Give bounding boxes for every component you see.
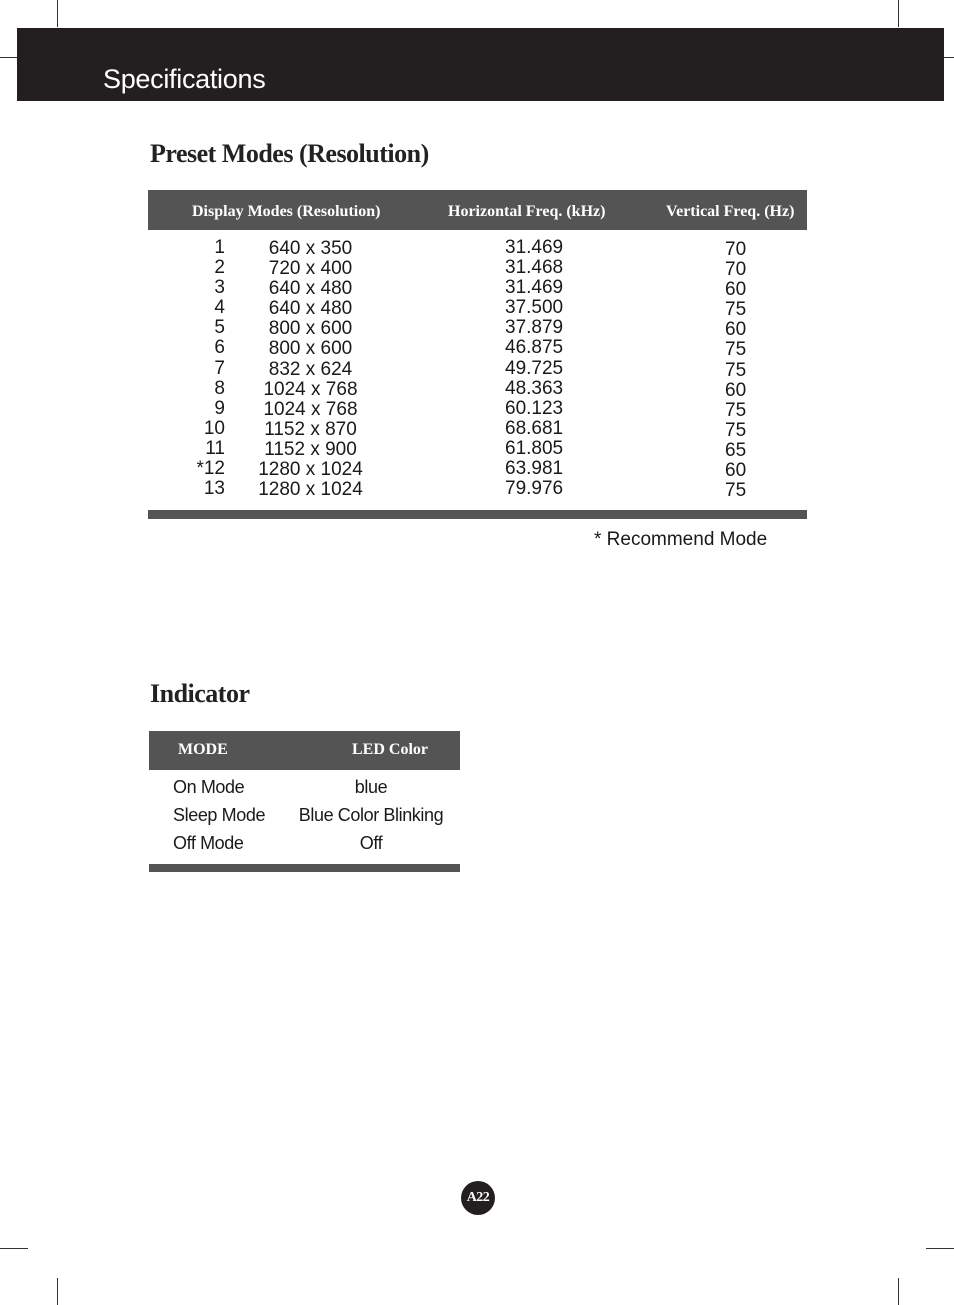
indicator-mode: Sleep Mode — [173, 805, 266, 825]
mode-number: 9 — [214, 397, 225, 419]
mode-number: 3 — [214, 277, 225, 299]
recommend-mode-footnote: * Recommend Mode — [594, 529, 768, 550]
vfreq-value: 75 — [725, 359, 747, 381]
resolution-value: 1280 x 1024 — [258, 459, 363, 481]
column-header-mode: Display Modes (Resolution) — [192, 203, 381, 220]
hfreq-value: 63.981 — [505, 458, 564, 480]
hfreq-value: 49.725 — [505, 357, 564, 379]
resolution-value: 640 x 350 — [268, 238, 353, 259]
indicator-led-color: blue — [354, 777, 388, 797]
vfreq-value: 75 — [725, 419, 747, 441]
mode-number: 8 — [214, 377, 225, 399]
hfreq-value: 61.805 — [505, 437, 564, 459]
resolution-value: 640 x 480 — [268, 278, 353, 300]
vfreq-value: 60 — [725, 279, 747, 301]
mode-number: *12 — [196, 458, 225, 480]
resolution-value: 1024 x 768 — [263, 378, 358, 400]
resolution-value: 640 x 480 — [268, 298, 353, 320]
hfreq-value: 31.468 — [505, 257, 564, 279]
mode-number: 6 — [214, 337, 225, 359]
hfreq-value: 46.875 — [505, 337, 564, 359]
horizontal-freq-column — [505, 238, 563, 499]
resolution-value: 800 x 600 — [268, 338, 353, 360]
vfreq-value: 75 — [725, 480, 747, 502]
mode-number: 10 — [203, 417, 225, 439]
resolution-value: 1152 x 870 — [264, 418, 357, 440]
crop-mark — [57, 0, 58, 27]
crop-mark — [898, 0, 899, 27]
resolution-value: 1024 x 768 — [263, 398, 358, 420]
page-number-badge: A22 — [461, 1181, 495, 1215]
preset-table-footer-rule — [148, 510, 807, 519]
indicator-table-header — [149, 731, 460, 770]
preset-table-header — [148, 190, 807, 230]
crop-mark — [926, 1248, 954, 1249]
crop-mark — [898, 1278, 899, 1305]
mode-number: 13 — [203, 478, 225, 500]
crop-mark — [0, 1248, 28, 1249]
column-header-vfreq: Vertical Freq. (Hz) — [666, 203, 795, 220]
resolution-value: 1280 x 1024 — [258, 479, 363, 501]
mode-number: 2 — [214, 257, 225, 279]
hfreq-value: 31.469 — [505, 237, 564, 258]
hfreq-value: 79.976 — [505, 478, 564, 500]
hfreq-value: 37.500 — [505, 297, 564, 319]
vfreq-value: 75 — [725, 299, 747, 321]
resolution-value: 832 x 624 — [268, 358, 353, 380]
vfreq-value: 75 — [725, 339, 747, 361]
column-header-hfreq: Horizontal Freq. (kHz) — [448, 203, 606, 220]
hfreq-value: 48.363 — [505, 377, 564, 399]
mode-number: 4 — [214, 297, 225, 319]
mode-number: 1 — [214, 237, 225, 258]
hfreq-value: 68.681 — [505, 417, 564, 439]
indicator-mode: On Mode — [173, 777, 245, 797]
vfreq-value: 60 — [725, 460, 747, 482]
mode-number: 11 — [205, 437, 225, 459]
vfreq-value: 60 — [725, 379, 747, 401]
page-title: Specifications — [103, 64, 266, 94]
hfreq-value: 31.469 — [505, 277, 564, 299]
vfreq-value: 60 — [725, 319, 747, 341]
hfreq-value: 60.123 — [505, 397, 564, 419]
resolution-value: 800 x 600 — [268, 318, 353, 340]
vfreq-value: 65 — [725, 439, 747, 461]
preset-modes-title: Preset Modes (Resolution) — [150, 139, 429, 168]
crop-mark — [57, 1278, 58, 1305]
indicator-mode: Off Mode — [173, 833, 244, 853]
indicator-table-footer-rule — [149, 864, 460, 872]
indicator-led-color: Blue Color Blinking — [298, 805, 444, 825]
vfreq-value: 70 — [725, 239, 747, 260]
mode-number: 7 — [214, 357, 225, 379]
vertical-freq-column — [725, 240, 746, 501]
column-header-led-color: LED Color — [352, 741, 428, 758]
header-bar — [17, 28, 944, 101]
vfreq-value: 75 — [725, 399, 747, 421]
indicator-led-color: Off — [359, 833, 383, 853]
column-header-mode: MODE — [178, 741, 228, 758]
vfreq-value: 70 — [725, 259, 747, 281]
resolution-value: 1152 x 900 — [264, 438, 357, 460]
resolution-column — [240, 239, 381, 500]
resolution-value: 720 x 400 — [268, 258, 353, 280]
mode-number-column — [175, 238, 225, 499]
mode-number: 5 — [214, 317, 225, 339]
hfreq-value: 37.879 — [505, 317, 564, 339]
indicator-title: Indicator — [150, 679, 250, 708]
